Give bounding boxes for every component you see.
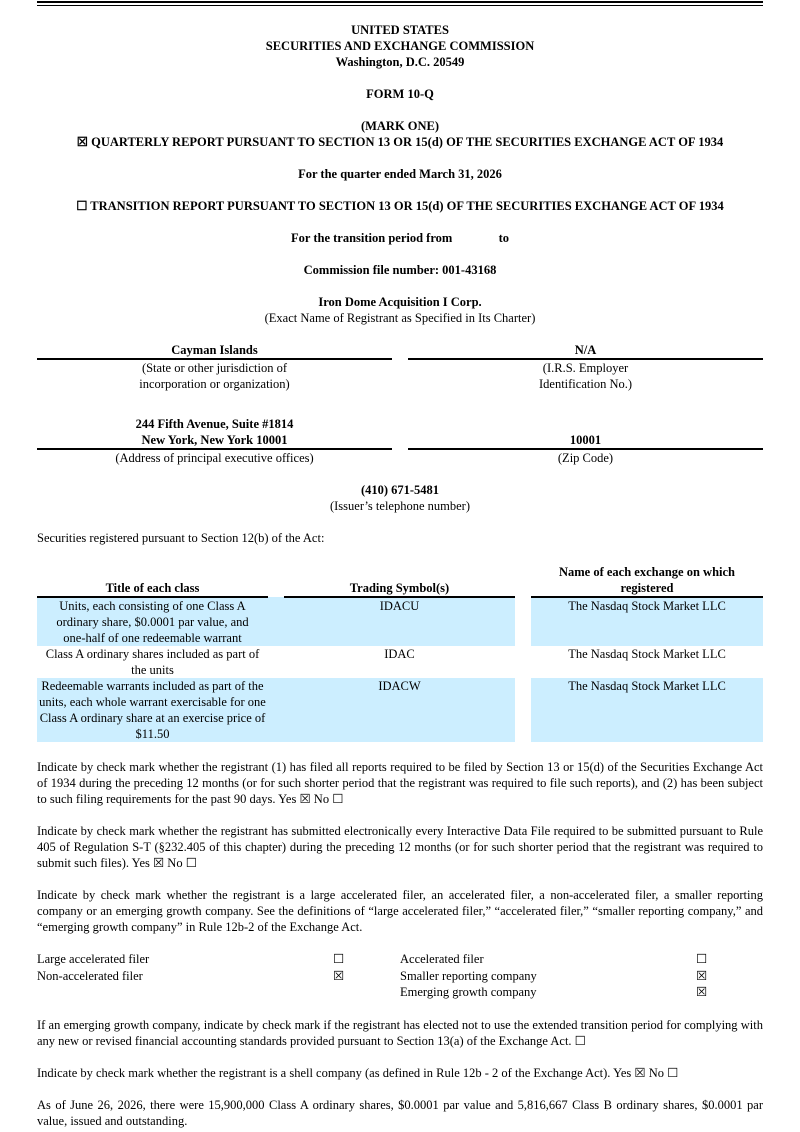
- company-name: Iron Dome Acquisition I Corp.: [318, 295, 482, 309]
- securities-intro: Securities registered pursuant to Section 12(b) of the Act:: [37, 531, 325, 545]
- filer-status-paragraph: Indicate by check mark whether the registrant is a large accelerated filer, an accelerated filer, a non-accelerated filer, a smaller reporting company or an emerging growth company. See the definitions of “large accelerated filer,” “accelerated filer,” “smaller reporting company,” and “emerging growth company” in Rule 12b-2 of the Exchange Act.: [37, 888, 763, 934]
- jurisdiction-row: [37, 342, 763, 392]
- jurisdiction-label-1: (State or other jurisdiction of: [141, 361, 288, 375]
- ein-value: N/A: [408, 342, 763, 360]
- securities-table-header: [37, 564, 763, 597]
- table-row: [37, 597, 763, 646]
- quarter-ended: For the quarter ended March 31, 2026: [298, 167, 502, 181]
- row-title: Class A ordinary shares included as part of the units: [45, 647, 260, 677]
- col-title-header: Title of each class: [37, 564, 268, 597]
- zip-value: 10001: [408, 432, 763, 450]
- shares-outstanding-paragraph: As of June 26, 2026, there were 15,900,000 Class A ordinary shares, $0.0001 par value and 5,816,667 Class B ordinary shares, $0.0001 par value, issued and outstanding.: [37, 1097, 763, 1128]
- transition-period: [37, 230, 763, 246]
- extended-transition-paragraph: If an emerging growth company, indicate by check mark if the registrant has elected not to use the extended transition period for complying with any new or revised financial accounting standards provided pursuant to Section 13(a) of the Exchange Act. ☐: [37, 1017, 763, 1048]
- accelerated-filer-label: Accelerated filer: [400, 952, 484, 966]
- securities-table: [37, 564, 763, 742]
- address-row: [37, 416, 763, 466]
- large-accelerated-filer-checkbox: ☐: [333, 952, 345, 966]
- emerging-growth-company-checkbox: ☒: [696, 985, 708, 999]
- address-label: (Address of principal executive offices): [115, 451, 314, 465]
- table-row: [37, 678, 763, 742]
- filing-compliance-paragraph: Indicate by check mark whether the registrant (1) has filed all reports required to be filed by Section 13 or 15(d) of the Securities Exchange Act of 1934 during the preceding 12 months (or for such shorter period that the registrant was required to file such reports), and (2) has been subject to such filing requirements for the past 90 days. Yes ☒ No ☐: [37, 760, 763, 806]
- row-title: Units, each consisting of one Class A ordinary share, $0.0001 par value, and one-half of one redeemable warrant: [37, 597, 268, 646]
- form-10q-cover-page: [37, 0, 763, 1129]
- non-accelerated-filer-checkbox: ☒: [333, 968, 345, 983]
- row-title: Redeemable warrants included as part of the units, each whole warrant exercisable for one Class A ordinary share at an exercise price of $11.50: [37, 678, 268, 742]
- phone-label: (Issuer’s telephone number): [329, 499, 470, 513]
- col-symbol-header: Trading Symbol(s): [284, 564, 515, 597]
- phone-value: (410) 671-5481: [360, 483, 440, 497]
- form-title: FORM 10-Q: [366, 87, 434, 101]
- header-line-1: UNITED STATES: [351, 23, 449, 37]
- header-line-3: Washington, D.C. 20549: [335, 55, 465, 69]
- top-rule: [37, 1, 763, 3]
- row-exchange: The Nasdaq Stock Market LLC: [531, 597, 763, 646]
- quarterly-report-option: ☒ QUARTERLY REPORT PURSUANT TO SECTION 13 OR 15(d) OF THE SECURITIES EXCHANGE ACT OF 1934: [76, 135, 724, 149]
- emerging-growth-company-label: Emerging growth company: [400, 985, 537, 999]
- table-row: [37, 646, 763, 678]
- non-accelerated-filer-label: Non-accelerated filer: [37, 968, 143, 983]
- address-line-1: 244 Fifth Avenue, Suite #1814: [135, 417, 294, 431]
- row-exchange: The Nasdaq Stock Market LLC: [568, 647, 726, 661]
- jurisdiction-label-2: incorporation or organization): [139, 377, 290, 391]
- interactive-data-paragraph: Indicate by check mark whether the registrant has submitted electronically every Interactive Data File required to be submitted pursuant to Rule 405 of Regulation S-T (§232.405 of this chapter) during the preceding 12 months (or for such shorter period that the registrant was required to submit such files). Yes ☒ No ☐: [37, 824, 763, 870]
- commission-file-number: Commission file number: 001-43168: [303, 263, 497, 277]
- col-exchange-header: [531, 564, 763, 597]
- transition-to-label: to: [498, 231, 509, 245]
- large-accelerated-filer-label: Large accelerated filer: [37, 952, 150, 966]
- transition-from-label: For the transition period from: [291, 231, 453, 245]
- row-symbol: IDAC: [384, 647, 415, 661]
- col-exchange-header-line-1: Name of each exchange on which: [558, 565, 736, 579]
- header-line-2: SECURITIES AND EXCHANGE COMMISSION: [265, 39, 535, 53]
- zip-label: (Zip Code): [557, 451, 614, 465]
- shell-company-paragraph: Indicate by check mark whether the registrant is a shell company (as defined in Rule 12b - 2 of the Exchange Act). Yes ☒ No ☐: [37, 1065, 679, 1080]
- jurisdiction-value: Cayman Islands: [37, 342, 392, 360]
- smaller-reporting-company-label: Smaller reporting company: [400, 968, 537, 983]
- col-exchange-header-line-2: registered: [620, 581, 674, 595]
- row-symbol: IDACU: [284, 597, 515, 646]
- ein-label-1: (I.R.S. Employer: [542, 361, 629, 375]
- address-line-2: New York, New York 10001: [37, 432, 392, 450]
- mark-one: (MARK ONE): [360, 119, 440, 133]
- ein-label-2: Identification No.): [538, 377, 633, 391]
- transition-report-option: ☐ TRANSITION REPORT PURSUANT TO SECTION 13 OR 15(d) OF THE SECURITIES EXCHANGE ACT OF 1934: [76, 199, 724, 213]
- smaller-reporting-company-checkbox: ☒: [696, 968, 708, 983]
- company-name-note: (Exact Name of Registrant as Specified in Its Charter): [264, 311, 536, 325]
- filer-checkbox-grid: [37, 951, 763, 1001]
- row-exchange: The Nasdaq Stock Market LLC: [531, 678, 763, 742]
- accelerated-filer-checkbox: ☐: [696, 952, 708, 966]
- row-symbol: IDACW: [284, 678, 515, 742]
